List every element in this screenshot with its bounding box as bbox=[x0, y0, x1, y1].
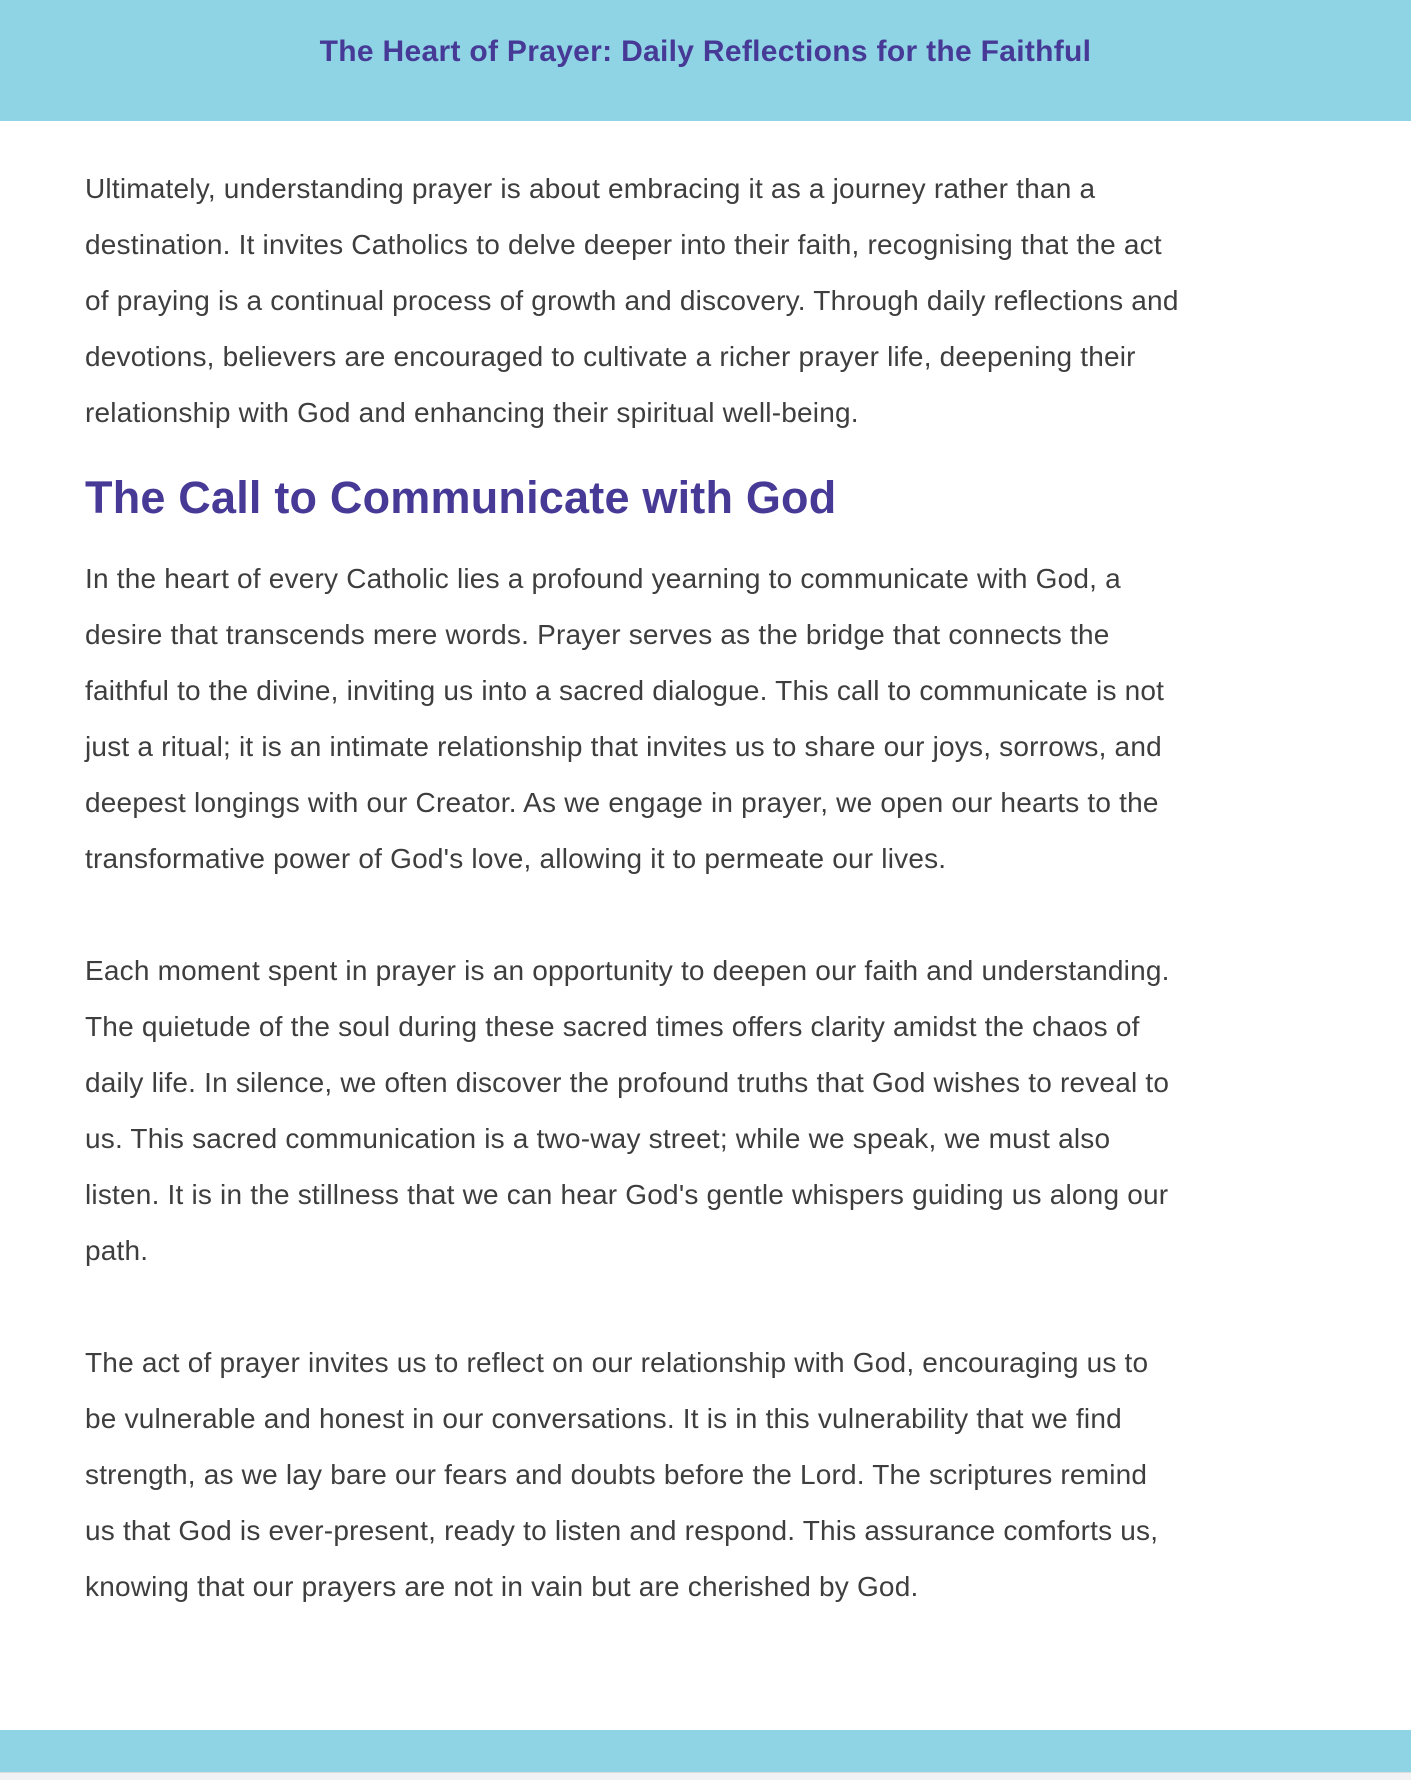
body-paragraph: In the heart of every Catholic lies a profound yearning to communicate with God, a desire that transcends mere words. Prayer serves as the bridge that connects the faithful to the divine, inviting us into a sacred dialogue. This call to communicate is not just a ritual; it is an intimate relationship that invites us to share our joys, sorrows, and deepest longings with our Creator. As we engage in prayer, we open our hearts to the transformative power of God's love, allowing it to permeate our lives. bbox=[85, 563, 1165, 874]
header-band bbox=[0, 0, 1411, 121]
page-bottom-edge bbox=[0, 1772, 1411, 1780]
document-body bbox=[0, 121, 1265, 1615]
body-paragraph: The act of prayer invites us to reflect on our relationship with God, encouraging us to be vulnerable and honest in our conversations. It is in this vulnerability that we find strength, as we lay bare our fears and doubts before the Lord. The scriptures remind us that God is ever-present, ready to listen and respond. This assurance comforts us, knowing that our prayers are not in vain but are cherished by God. bbox=[85, 1347, 1159, 1602]
footer-band bbox=[0, 1730, 1411, 1772]
page-title: The Heart of Prayer: Daily Reflections for the Faithful bbox=[319, 34, 1092, 68]
body-paragraph: Each moment spent in prayer is an opportunity to deepen our faith and understanding. The quietude of the soul during these sacred times offers clarity amidst the chaos of daily life. In silence, we often discover the profound truths that God wishes to reveal to us. This sacred communication is a two-way street; while we speak, we must also listen. It is in the stillness that we can hear God's gentle whispers guiding us along our path. bbox=[85, 955, 1170, 1266]
section-heading: The Call to Communicate with God bbox=[85, 472, 837, 523]
intro-paragraph: Ultimately, understanding prayer is about embracing it as a journey rather than a destination. It invites Catholics to delve deeper into their faith, recognising that the act of praying is a continual process of growth and discovery. Through daily reflections and devotions, believers are encouraged to cultivate a richer prayer life, deepening their relationship with God and enhancing their spiritual well-being. bbox=[85, 173, 1179, 428]
